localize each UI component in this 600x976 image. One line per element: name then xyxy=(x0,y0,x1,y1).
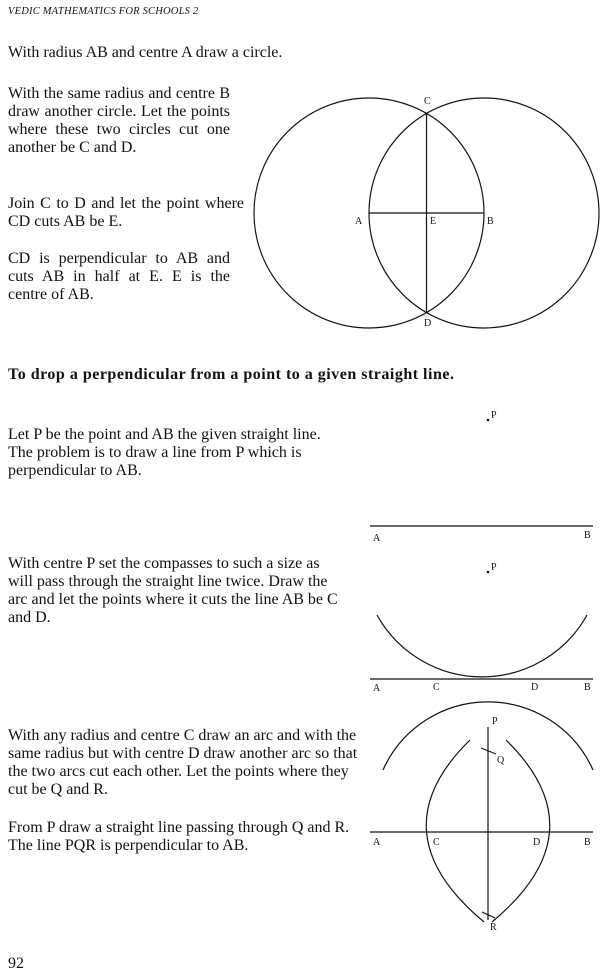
arcs-paragraph: With any radius and centre C draw an arc and with the same radius but with centre D draw another arc so that the two arcs cut each other. Let the points where they cut be Q and R. xyxy=(8,727,358,798)
arc-centre-d xyxy=(426,740,484,922)
label-a: A xyxy=(373,837,381,848)
problem-paragraph: Let P be the point and AB the given straight line. The problem is to draw a line from P which is perpendicular to AB. xyxy=(8,426,321,479)
page-number: 92 xyxy=(8,955,24,972)
label-c: C xyxy=(433,682,440,693)
label-c: C xyxy=(424,96,431,107)
label-b: B xyxy=(487,216,494,227)
compass-paragraph: With centre P set the compasses to such a size as will pass through the straight line twice. Draw the arc and let the points where it cuts the line AB be C and D. xyxy=(8,555,338,626)
label-e: E xyxy=(430,216,437,227)
label-c: C xyxy=(433,837,440,848)
step-four-paragraph: CD is perpendicular to AB and cuts AB in half at E. E is the centre of AB. xyxy=(8,250,230,303)
label-p: P xyxy=(491,562,497,573)
label-d: D xyxy=(533,837,541,848)
label-b: B xyxy=(584,530,591,541)
label-d: D xyxy=(531,682,539,693)
label-p: P xyxy=(491,410,497,421)
section-heading: To drop a perpendicular from a point to a given straight line. xyxy=(8,366,455,383)
label-q: Q xyxy=(497,755,505,766)
label-a: A xyxy=(355,216,363,227)
label-r: R xyxy=(490,922,497,933)
label-d: D xyxy=(424,318,432,329)
step-three-paragraph: Join C to D and let the point where CD cuts AB be E. xyxy=(8,195,244,230)
label-b: B xyxy=(584,682,591,693)
conclusion-paragraph: From P draw a straight line passing through Q and R. The line PQR is perpendicular to AB. xyxy=(8,819,350,854)
label-a: A xyxy=(373,533,381,544)
label-b: B xyxy=(584,837,591,848)
running-header: VEDIC MATHEMATICS FOR SCHOOLS 2 xyxy=(8,6,199,17)
arc-centre-c xyxy=(492,740,550,922)
step-two-paragraph: With the same radius and centre B draw another circle. Let the points where these two circles cut one another be C and D. xyxy=(8,85,230,156)
label-p: P xyxy=(492,716,498,727)
intro-paragraph: With radius AB and centre A draw a circle. xyxy=(8,44,283,61)
label-a: A xyxy=(373,683,381,694)
